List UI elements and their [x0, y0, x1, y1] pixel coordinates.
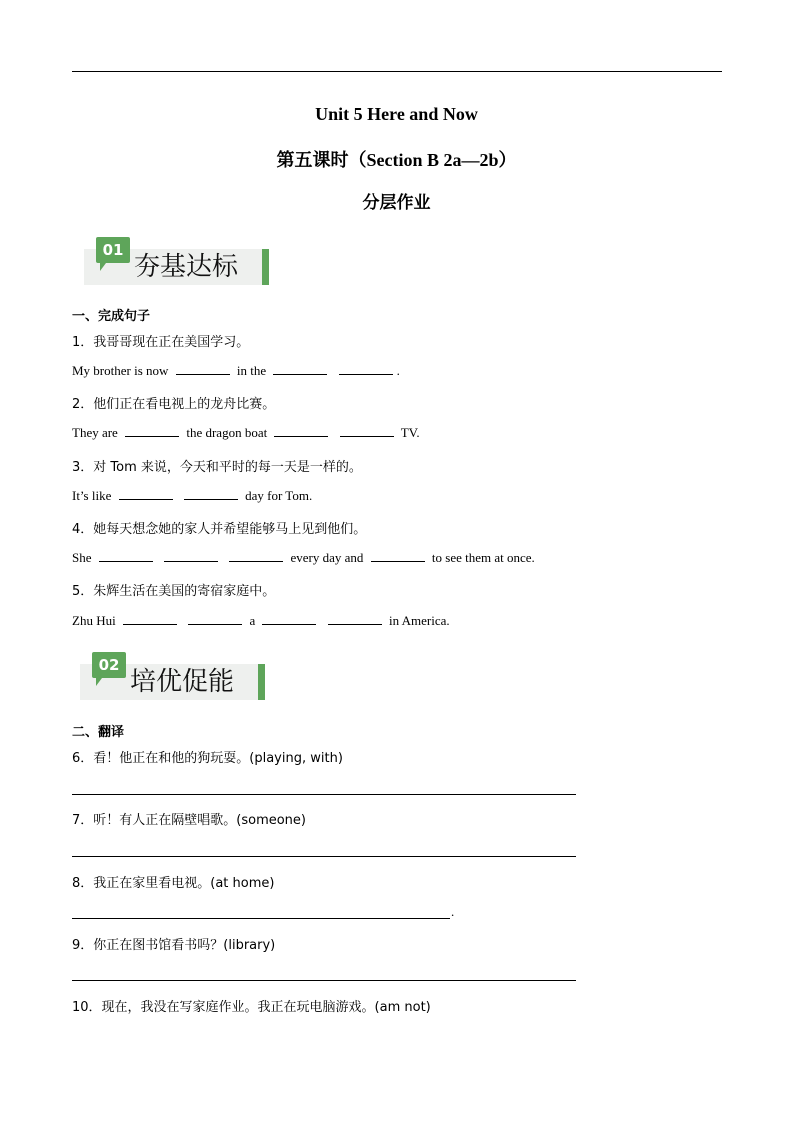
sentence-fragment: every day and: [290, 550, 364, 565]
section-banner-1: [84, 241, 270, 285]
sentence-fragment: Zhu Hui: [72, 613, 116, 628]
sentence-fragment: .: [396, 363, 400, 378]
question-10: 10．现在，我没在写家庭作业。我正在玩电脑游戏。(am not): [72, 1000, 431, 1015]
section-banner-2: [80, 656, 266, 700]
answer-blank[interactable]: [176, 362, 230, 375]
answer-blank[interactable]: [164, 549, 218, 562]
answer-blank[interactable]: [184, 487, 238, 500]
sentence-fragment: She: [72, 550, 92, 565]
question-5-chinese: 5．朱辉生活在美国的寄宿家庭中。: [72, 584, 276, 599]
answer-blank[interactable]: [119, 487, 173, 500]
question-3-english: [72, 487, 312, 504]
answer-blank[interactable]: [274, 424, 328, 437]
question-8: 8．我正在家里看电视。(at home): [72, 876, 275, 891]
banner-number: 01: [96, 237, 130, 263]
sentence-fragment: day for Tom.: [245, 488, 313, 503]
sentence-fragment: TV.: [400, 425, 420, 440]
answer-blank[interactable]: [262, 612, 316, 625]
question-1-english: [72, 362, 400, 379]
part2-heading: 二、翻译: [72, 725, 125, 740]
answer-period: .: [451, 904, 455, 919]
part1-heading: 一、完成句子: [72, 309, 151, 324]
sentence-fragment: a: [249, 613, 256, 628]
unit-title: Unit 5 Here and Now: [315, 104, 478, 124]
question-2-english: [72, 424, 420, 441]
question-5-english: [72, 612, 450, 629]
question-7: 7．听！有人正在隔壁唱歌。(someone): [72, 813, 306, 828]
question-4-english: [72, 549, 535, 566]
banner-accent-bar: [262, 249, 269, 285]
sentence-fragment: the dragon boat: [186, 425, 268, 440]
answer-blank[interactable]: [339, 362, 393, 375]
top-divider: [72, 71, 722, 72]
question-9: 9．你正在图书馆看书吗？(library): [72, 938, 276, 953]
answer-blank[interactable]: [99, 549, 153, 562]
banner-label: 培优促能: [130, 667, 235, 697]
question-6: 6．看！他正在和他的狗玩耍。(playing, with): [72, 751, 343, 766]
answer-line-6[interactable]: [72, 794, 576, 795]
sentence-fragment: in the: [236, 363, 267, 378]
answer-blank[interactable]: [123, 612, 177, 625]
answer-blank[interactable]: [328, 612, 382, 625]
answer-blank[interactable]: [125, 424, 179, 437]
banner-accent-bar: [258, 664, 265, 700]
question-1-chinese: 1．我哥哥现在正在美国学习。: [72, 335, 250, 350]
answer-blank[interactable]: [188, 612, 242, 625]
sentence-fragment: They are: [72, 425, 118, 440]
answer-blank[interactable]: [273, 362, 327, 375]
worksheet-subtitle: 分层作业: [362, 193, 431, 213]
banner-label: 夯基达标: [134, 252, 239, 282]
sentence-fragment: My brother is now: [72, 363, 169, 378]
answer-blank[interactable]: [371, 549, 425, 562]
lesson-title: 第五课时（Section B 2a—2b）: [276, 150, 517, 170]
sentence-fragment: in America.: [388, 613, 450, 628]
answer-line-9[interactable]: [72, 980, 576, 981]
question-2-chinese: 2．他们正在看电视上的龙舟比赛。: [72, 397, 276, 412]
sentence-fragment: It’s like: [72, 488, 112, 503]
answer-blank[interactable]: [229, 549, 283, 562]
question-4-chinese: 4．她每天想念她的家人并希望能够马上见到他们。: [72, 522, 367, 537]
banner-number: 02: [92, 652, 126, 678]
answer-line-8[interactable]: [72, 918, 450, 919]
answer-blank[interactable]: [340, 424, 394, 437]
question-3-chinese: 3．对 Tom 来说，今天和平时的每一天是一样的。: [72, 460, 362, 475]
sentence-fragment: to see them at once.: [431, 550, 535, 565]
answer-line-7[interactable]: [72, 856, 576, 857]
